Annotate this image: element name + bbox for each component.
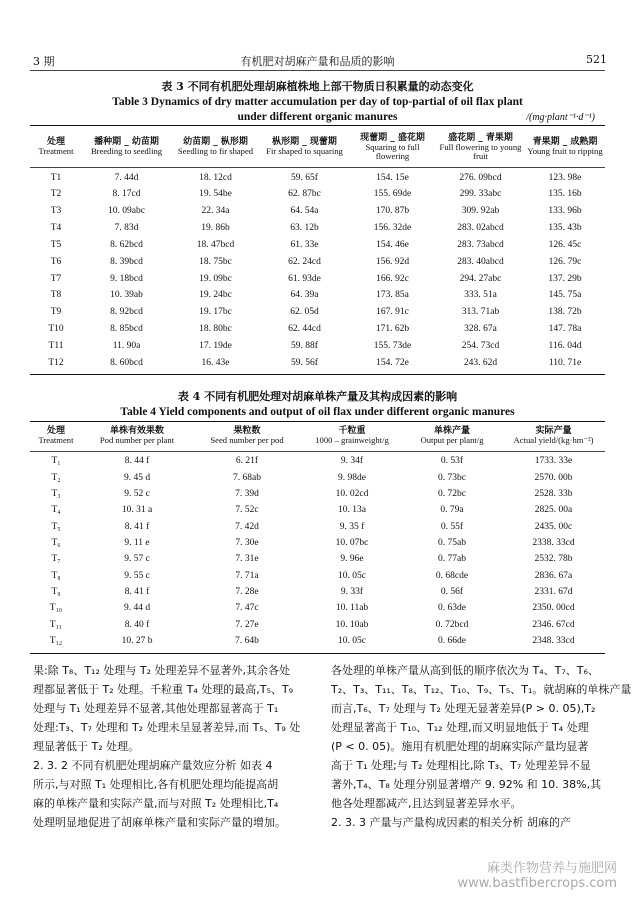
value-cell: 63. 12b xyxy=(290,223,319,234)
column-header-en: Fir shaped to squaring xyxy=(266,146,343,157)
value-cell: 2532. 78b xyxy=(534,554,573,565)
column-header-cn: 处理 xyxy=(46,426,65,437)
value-cell: 59. 88f xyxy=(291,340,318,351)
table-row xyxy=(30,254,605,271)
value-cell: 10. 07bc xyxy=(335,538,369,549)
value-cell: 10. 10ab xyxy=(335,619,369,630)
value-cell: 2528. 33b xyxy=(534,489,573,500)
value-cell: 116. 04d xyxy=(548,340,582,351)
table4-header xyxy=(30,423,605,449)
table-row xyxy=(30,170,605,187)
table4-body xyxy=(30,454,605,650)
text-line: 所示,与对照 T₁ 处理相比,各有机肥处理均能提高胡 xyxy=(33,778,279,791)
value-cell: 147. 78a xyxy=(548,324,582,335)
treatment-cell: T3 xyxy=(50,206,62,217)
value-cell: 0. 73bc xyxy=(438,472,466,483)
value-cell: 19. 17bc xyxy=(199,307,232,318)
value-cell: 62. 24cd xyxy=(288,256,321,267)
value-cell: 126. 45c xyxy=(548,239,582,250)
value-cell: 8. 92bcd xyxy=(110,307,143,318)
table-row xyxy=(30,187,605,204)
table-row xyxy=(30,568,605,584)
table-row xyxy=(30,601,605,617)
value-cell: 154. 72e xyxy=(376,357,409,368)
value-cell: 135. 43b xyxy=(548,223,582,234)
treatment-cell: T₃ xyxy=(51,489,61,500)
column-header-en: Seed number per pod xyxy=(210,435,284,446)
text-line: 理显著低于 T₂ 处理。 xyxy=(33,740,140,753)
column-header xyxy=(30,128,82,166)
column-header xyxy=(525,128,605,166)
value-cell: 173. 85a xyxy=(376,290,409,301)
value-cell: 299. 33abc xyxy=(459,189,502,200)
treatment-cell: T₁₂ xyxy=(49,636,63,647)
value-cell: 64. 54a xyxy=(290,206,319,217)
value-cell: 19. 54be xyxy=(199,189,232,200)
text-line: 各处理的单株产量从高到低的顺序依次为 T₄、T₇、T₆、 xyxy=(331,664,599,677)
value-cell: 6. 21f xyxy=(235,456,259,467)
table-row xyxy=(30,634,605,650)
value-cell: 294. 27abc xyxy=(459,273,502,284)
treatment-cell: T₆ xyxy=(51,538,61,549)
table-row xyxy=(30,305,605,322)
value-cell: 10. 05c xyxy=(338,636,366,647)
value-cell: 9. 18bcd xyxy=(110,273,143,284)
value-cell: 7. 42d xyxy=(235,521,259,532)
value-cell: 19. 09bc xyxy=(199,273,232,284)
value-cell: 8. 17cd xyxy=(112,189,141,200)
treatment-cell: T12 xyxy=(48,357,64,368)
value-cell: 154. 15e xyxy=(376,172,409,183)
column-header-cn: 幼苗期 _ 枞形期 xyxy=(183,137,248,148)
text-line: 著外,T₄、T₈ 处理分别显著增产 9. 92% 和 10. 38%,其 xyxy=(331,778,602,791)
running-title: 有机肥对胡麻产量和品质的影响 xyxy=(240,55,395,68)
column-header-en: Young fruit to ripping xyxy=(527,146,603,157)
column-header-cn: 现蕾期 _ 盛花期 xyxy=(360,132,425,143)
text-line: 理都显著低于 T₂ 处理。千粒重 T₄ 处理的最高,T₅、T₉ xyxy=(33,683,293,696)
value-cell: 7. 64b xyxy=(235,636,259,647)
table-row xyxy=(30,617,605,633)
value-cell: 10. 27 b xyxy=(121,636,153,647)
value-cell: 0. 77ab xyxy=(438,554,466,565)
column-header-cn: 播种期 _ 幼苗期 xyxy=(94,137,159,148)
text-line: T₂、T₃、T₁₁、T₈、T₁₂、T₁₀、T₉、T₅、T₁。就胡麻的单株产量 xyxy=(331,683,632,696)
value-cell: 17. 19de xyxy=(199,340,232,351)
value-cell: 9. 96e xyxy=(340,554,364,565)
value-cell: 8. 39bcd xyxy=(110,256,143,267)
column-header-en: Seedling to fir shaped xyxy=(177,146,254,157)
value-cell: 19. 86b xyxy=(201,223,230,234)
value-cell: 8. 41 f xyxy=(124,521,150,532)
value-cell: 2331. 67d xyxy=(534,587,573,598)
column-header xyxy=(171,128,260,166)
value-cell: 7. 68ab xyxy=(233,472,261,483)
treatment-cell: T9 xyxy=(50,307,62,318)
value-cell: 7. 28e xyxy=(235,587,259,598)
column-header-cn: 实际产量 xyxy=(535,426,572,437)
column-header-cn: 果粒数 xyxy=(233,426,261,437)
value-cell: 0. 53f xyxy=(440,456,464,467)
value-cell: 133. 96b xyxy=(548,206,582,217)
value-cell: 59. 65f xyxy=(291,172,318,183)
value-cell: 137. 29b xyxy=(548,273,582,284)
table-row xyxy=(30,338,605,355)
column-header-en: Actual yield/(kg·hm⁻²) xyxy=(513,435,594,446)
value-cell: 7. 71a xyxy=(235,570,259,581)
watermark xyxy=(457,861,617,891)
value-cell: 7. 31e xyxy=(235,554,259,565)
table-row xyxy=(30,288,605,305)
text-line: 2. 3. 3 产量与产量构成因素的相关分析 胡麻的产 xyxy=(331,816,571,829)
treatment-cell: T7 xyxy=(50,273,62,284)
value-cell: 145. 75a xyxy=(548,290,582,301)
text-line: 处理显著高于 T₁₀、T₁₂ 处理,而又明显地低于 T₄ 处理 xyxy=(331,721,589,734)
value-cell: 7. 44d xyxy=(114,172,139,183)
value-cell: 135. 16b xyxy=(548,189,582,200)
table-row xyxy=(30,536,605,552)
value-cell: 62. 44cd xyxy=(288,324,321,335)
treatment-cell: T5 xyxy=(50,239,62,250)
value-cell: 166. 92c xyxy=(376,273,409,284)
value-cell: 16. 43e xyxy=(201,357,230,368)
column-header-en: Full flowering to young fruit xyxy=(439,141,522,161)
value-cell: 8. 40 f xyxy=(124,619,150,630)
value-cell: 7. 27e xyxy=(235,619,259,630)
table-row xyxy=(30,519,605,535)
value-cell: 18. 47bcd xyxy=(196,239,235,250)
value-cell: 61. 33e xyxy=(290,239,319,250)
column-header xyxy=(82,423,192,449)
table4-top-rule xyxy=(30,421,605,422)
table3-header xyxy=(30,128,605,166)
value-cell: 0. 63de xyxy=(438,603,466,614)
body-text-right-column xyxy=(331,661,632,832)
value-cell: 0. 79a xyxy=(440,505,464,516)
table-row xyxy=(30,321,605,338)
value-cell: 22. 34a xyxy=(201,206,230,217)
body-text-left-column xyxy=(33,661,315,832)
value-cell: 2825. 00a xyxy=(534,505,573,516)
text-line: 他各处理都减产,且达到显著差异水平。 xyxy=(331,797,522,810)
value-cell: 10. 02cd xyxy=(335,489,369,500)
value-cell: 9. 45 d xyxy=(123,472,151,483)
value-cell: 10. 09abc xyxy=(108,206,145,217)
table3-caption-en: Table 3 Dynamics of dry matter accumulation per day of top-partial of oil flax plant xyxy=(112,96,523,108)
column-header xyxy=(260,128,349,166)
value-cell: 328. 67a xyxy=(464,324,497,335)
value-cell: 243. 62d xyxy=(463,357,498,368)
table-row xyxy=(30,503,605,519)
table-row xyxy=(30,204,605,221)
table3-caption-cn: 表 3 不同有机肥处理胡麻植株地上部干物质日积累量的动态变化 xyxy=(161,80,474,93)
table-row xyxy=(30,220,605,237)
treatment-cell: T₇ xyxy=(51,554,61,565)
value-cell: 155. 69de xyxy=(373,189,412,200)
value-cell: 126. 79c xyxy=(548,256,582,267)
column-header xyxy=(436,128,525,166)
value-cell: 2348. 33cd xyxy=(532,636,575,647)
treatment-cell: T4 xyxy=(50,223,62,234)
column-header xyxy=(82,128,171,166)
value-cell: 9. 34f xyxy=(340,456,364,467)
table4-caption-cn: 表 4 不同有机肥处理对胡麻单株产量及其构成因素的影响 xyxy=(177,390,458,403)
table-row xyxy=(30,585,605,601)
value-cell: 309. 92ab xyxy=(461,206,500,217)
table3-body xyxy=(30,170,605,372)
column-header-cn: 千粒重 xyxy=(338,426,366,437)
text-line: 处理与 T₁ 处理差异不显著,其他处理都显著高于 T₁ xyxy=(33,702,279,715)
column-header-cn: 单株产量 xyxy=(433,426,470,437)
value-cell: 62. 05d xyxy=(290,307,319,318)
value-cell: 10. 31 a xyxy=(121,505,153,516)
value-cell: 10. 11ab xyxy=(335,603,369,614)
value-cell: 2570. 00b xyxy=(534,472,573,483)
value-cell: 1733. 33e xyxy=(534,456,573,467)
column-header-en: Output per plant/g xyxy=(420,435,484,446)
value-cell: 333. 51a xyxy=(464,290,497,301)
value-cell: 7. 30e xyxy=(235,538,259,549)
column-header xyxy=(349,128,436,166)
value-cell: 2435. 00c xyxy=(534,521,573,532)
text-line: 果:除 T₈、T₁₂ 处理与 T₂ 处理差异不显著外,其余各处 xyxy=(33,664,290,677)
table-row xyxy=(30,470,605,486)
table-row xyxy=(30,237,605,254)
value-cell: 64. 39a xyxy=(290,290,319,301)
value-cell: 8. 41 f xyxy=(124,587,150,598)
value-cell: 8. 60bcd xyxy=(110,357,143,368)
table4-header-rule xyxy=(30,451,605,452)
text-line: 处理明显地促进了胡麻单株产量和实际产量的增加。 xyxy=(33,816,286,829)
column-header-cn: 单株有效果数 xyxy=(109,426,164,437)
value-cell: 0. 56f xyxy=(440,587,464,598)
value-cell: 9. 57 c xyxy=(124,554,150,565)
value-cell: 110. 71e xyxy=(548,357,582,368)
value-cell: 283. 02abcd xyxy=(457,223,504,234)
column-header-cn: 枞形期 _ 现蕾期 xyxy=(272,137,337,148)
value-cell: 254. 73cd xyxy=(461,340,500,351)
treatment-cell: T₈ xyxy=(51,570,61,581)
treatment-cell: T2 xyxy=(50,189,62,200)
column-header-en: Pod number per plant xyxy=(99,435,175,446)
value-cell: 2350. 00cd xyxy=(532,603,575,614)
table3-bottom-rule xyxy=(30,374,605,375)
treatment-cell: T1 xyxy=(50,172,62,183)
column-header xyxy=(502,423,605,449)
value-cell: 19. 24bc xyxy=(199,290,232,301)
value-cell: 8. 85bcd xyxy=(110,324,143,335)
column-header-en: 1000 – grainweight/g xyxy=(315,435,389,446)
value-cell: 154. 46e xyxy=(376,239,409,250)
value-cell: 8. 62bcd xyxy=(110,239,143,250)
text-line: 高于 T₁ 处理;与 T₂ 处理相比,除 T₃、T₇ 处理差异不显 xyxy=(331,759,591,772)
value-cell: 10. 05c xyxy=(338,570,366,581)
treatment-cell: T₂ xyxy=(51,472,61,483)
value-cell: 0. 72bc xyxy=(438,489,466,500)
treatment-cell: T₁₀ xyxy=(49,603,63,614)
value-cell: 10. 13a xyxy=(338,505,366,516)
table-row xyxy=(30,355,605,372)
table-row xyxy=(30,454,605,470)
treatment-cell: T₄ xyxy=(51,505,61,516)
table4-bottom-rule xyxy=(30,653,605,654)
treatment-cell: T6 xyxy=(50,256,62,267)
value-cell: 0. 68cde xyxy=(435,570,469,581)
column-header-en: Squaring to full flowering xyxy=(365,141,420,161)
column-header xyxy=(192,423,302,449)
value-cell: 9. 44 d xyxy=(123,603,151,614)
value-cell: 2346. 67cd xyxy=(532,619,575,630)
value-cell: 0. 75ab xyxy=(438,538,466,549)
column-header xyxy=(302,423,402,449)
text-line: 2. 3. 2 不同有机肥处理胡麻产量效应分析 如表 4 xyxy=(33,759,273,772)
column-header xyxy=(30,423,82,449)
table-row xyxy=(30,271,605,288)
value-cell: 11. 90a xyxy=(112,340,141,351)
value-cell: 123. 98e xyxy=(548,172,582,183)
treatment-cell: T₁₁ xyxy=(49,619,63,630)
column-header-en: Breeding to seedling xyxy=(90,146,163,157)
value-cell: 170. 87b xyxy=(375,206,410,217)
table-row xyxy=(30,487,605,503)
value-cell: 7. 47c xyxy=(235,603,259,614)
value-cell: 8. 44 f xyxy=(124,456,150,467)
watermark-url: www.bastfibercrops.com xyxy=(457,876,617,891)
value-cell: 18. 80bc xyxy=(199,324,232,335)
treatment-cell: T₁ xyxy=(51,456,61,467)
treatment-cell: T10 xyxy=(48,324,64,335)
table4-caption-en: Table 4 Yield components and output of oil flax under different organic manures xyxy=(120,406,515,418)
value-cell: 2836. 67a xyxy=(534,570,573,581)
treatment-cell: T₉ xyxy=(51,587,61,598)
value-cell: 156. 92d xyxy=(375,256,410,267)
value-cell: 9. 98de xyxy=(338,472,366,483)
value-cell: 155. 73de xyxy=(373,340,412,351)
watermark-site-name: 麻类作物营养与施肥网 xyxy=(486,861,617,876)
page-number: 521 xyxy=(586,53,607,66)
value-cell: 0. 72bcd xyxy=(435,619,469,630)
column-header-en: Treatment xyxy=(38,435,74,446)
value-cell: 7. 52c xyxy=(235,505,259,516)
column-header-en: Treatment xyxy=(38,146,74,157)
value-cell: 0. 55f xyxy=(440,521,464,532)
text-line: (P < 0. 05)。施用有机肥处理的胡麻实际产量均显著 xyxy=(331,740,589,753)
value-cell: 9. 33f xyxy=(340,587,364,598)
value-cell: 10. 39ab xyxy=(110,290,143,301)
text-line: 而言,T₆、T₇ 处理与 T₂ 处理无显著差异(P > 0. 05),T₂ xyxy=(331,702,596,715)
value-cell: 59. 56f xyxy=(291,357,318,368)
column-header-cn: 青果期 _ 成熟期 xyxy=(532,137,598,148)
value-cell: 7. 39d xyxy=(235,489,259,500)
header-rule xyxy=(30,70,605,71)
value-cell: 9. 52 c xyxy=(124,489,150,500)
table3-top-rule xyxy=(30,125,605,126)
value-cell: 2338. 33cd xyxy=(532,538,575,549)
value-cell: 7. 83d xyxy=(114,223,139,234)
value-cell: 61. 93de xyxy=(288,273,321,284)
treatment-cell: T8 xyxy=(50,290,62,301)
column-header xyxy=(402,423,502,449)
treatment-cell: T₅ xyxy=(51,521,61,532)
value-cell: 9. 11 e xyxy=(124,538,150,549)
value-cell: 283. 40abcd xyxy=(457,256,504,267)
value-cell: 276. 09bcd xyxy=(459,172,502,183)
issue-label: 3 期 xyxy=(33,55,55,68)
value-cell: 18. 12cd xyxy=(199,172,232,183)
value-cell: 0. 66de xyxy=(438,636,466,647)
column-header-cn: 盛花期 _ 青果期 xyxy=(448,132,513,143)
value-cell: 138. 72b xyxy=(548,307,582,318)
table3-unit: /(mg·plant⁻¹·d⁻¹) xyxy=(526,112,595,123)
table3-header-rule xyxy=(30,167,605,168)
value-cell: 9. 35 f xyxy=(339,521,365,532)
value-cell: 313. 71ab xyxy=(461,307,500,318)
value-cell: 9. 55 c xyxy=(124,570,150,581)
text-line: 处理:T₃、T₇ 处理和 T₂ 处理未呈显著差异,而 T₅、T₉ 处 xyxy=(33,721,301,734)
value-cell: 62. 87bc xyxy=(288,189,321,200)
table-row xyxy=(30,552,605,568)
value-cell: 18. 75bc xyxy=(199,256,232,267)
treatment-cell: T11 xyxy=(48,340,64,351)
table3-caption-en-2: under different organic manures xyxy=(237,111,398,123)
text-line: 麻的单株产量和实际产量,而与对照 T₂ 处理相比,T₄ xyxy=(33,797,279,810)
value-cell: 283. 73abcd xyxy=(457,239,504,250)
column-header-cn: 处理 xyxy=(46,137,65,148)
value-cell: 171. 62b xyxy=(375,324,410,335)
value-cell: 167. 91c xyxy=(376,307,409,318)
value-cell: 156. 32de xyxy=(373,223,412,234)
